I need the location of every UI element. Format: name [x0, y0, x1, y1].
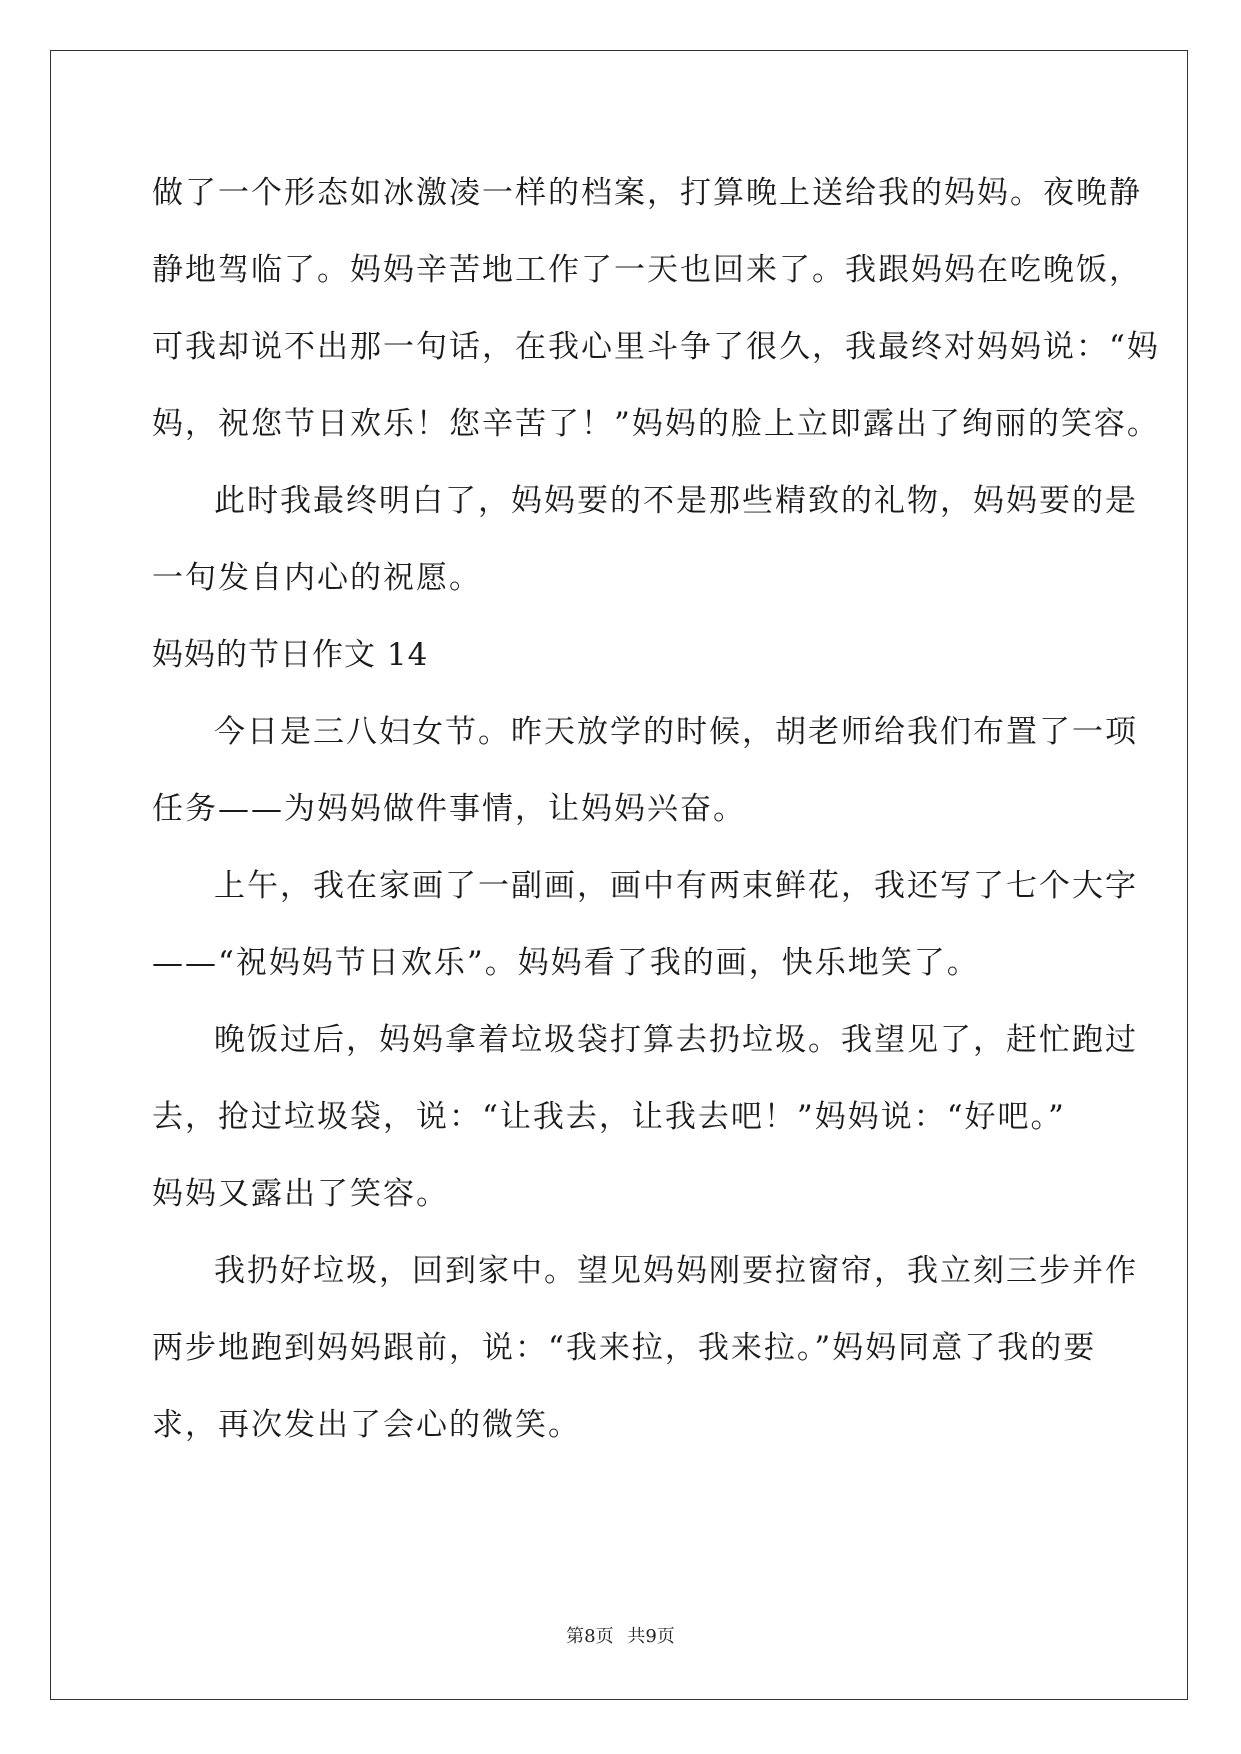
text-line: 今日是三八妇女节。昨天放学的时候，胡老师给我们布置了一项 [214, 714, 1138, 750]
text-line: 妈，祝您节日欢乐！您辛苦了！”妈妈的脸上立即露出了绚丽的笑容。 [152, 406, 1160, 442]
text-line: 去，抢过垃圾袋，说：“让我去，让我去吧！”妈妈说：“好吧。” [152, 1099, 1066, 1135]
text-line: 静地驾临了。妈妈辛苦地工作了一天也回来了。我跟妈妈在吃晚饭， [152, 252, 1142, 288]
text-line: 上午，我在家画了一副画，画中有两束鲜花，我还写了七个大字 [214, 868, 1138, 904]
text-line: 两步地跑到妈妈跟前，说：“我来拉，我来拉。”妈妈同意了我的要 [152, 1330, 1097, 1366]
text-line: 我扔好垃圾，回到家中。望见妈妈刚要拉窗帘，我立刻三步并作 [214, 1253, 1138, 1289]
document-body [152, 155, 1160, 1464]
text-line: ——“祝妈妈节日欢乐”。妈妈看了我的画，快乐地笑了。 [152, 945, 980, 981]
total-pages-label: 共9页 [627, 1626, 675, 1647]
text-line: 妈妈又露出了笑容。 [152, 1176, 449, 1212]
text-line: 一句发自内心的祝愿。 [152, 560, 482, 596]
text-line: 晚饭过后，妈妈拿着垃圾袋打算去扔垃圾。我望见了，赶忙跑过 [214, 1022, 1138, 1058]
text-line: 可我却说不出那一句话，在我心里斗争了很久，我最终对妈妈说：“妈 [152, 329, 1160, 365]
text-line: 求，再次发出了会心的微笑。 [152, 1407, 581, 1443]
section-heading: 妈妈的节日作文 14 [152, 637, 429, 673]
current-page-label: 第8页 [566, 1626, 614, 1647]
text-line: 任务——为妈妈做件事情，让妈妈兴奋。 [152, 791, 746, 827]
page-footer [0, 1622, 1241, 1648]
text-line: 此时我最终明白了，妈妈要的不是那些精致的礼物，妈妈要的是 [214, 483, 1138, 519]
text-line: 做了一个形态如冰激凌一样的档案，打算晚上送给我的妈妈。夜晚静 [152, 175, 1142, 211]
